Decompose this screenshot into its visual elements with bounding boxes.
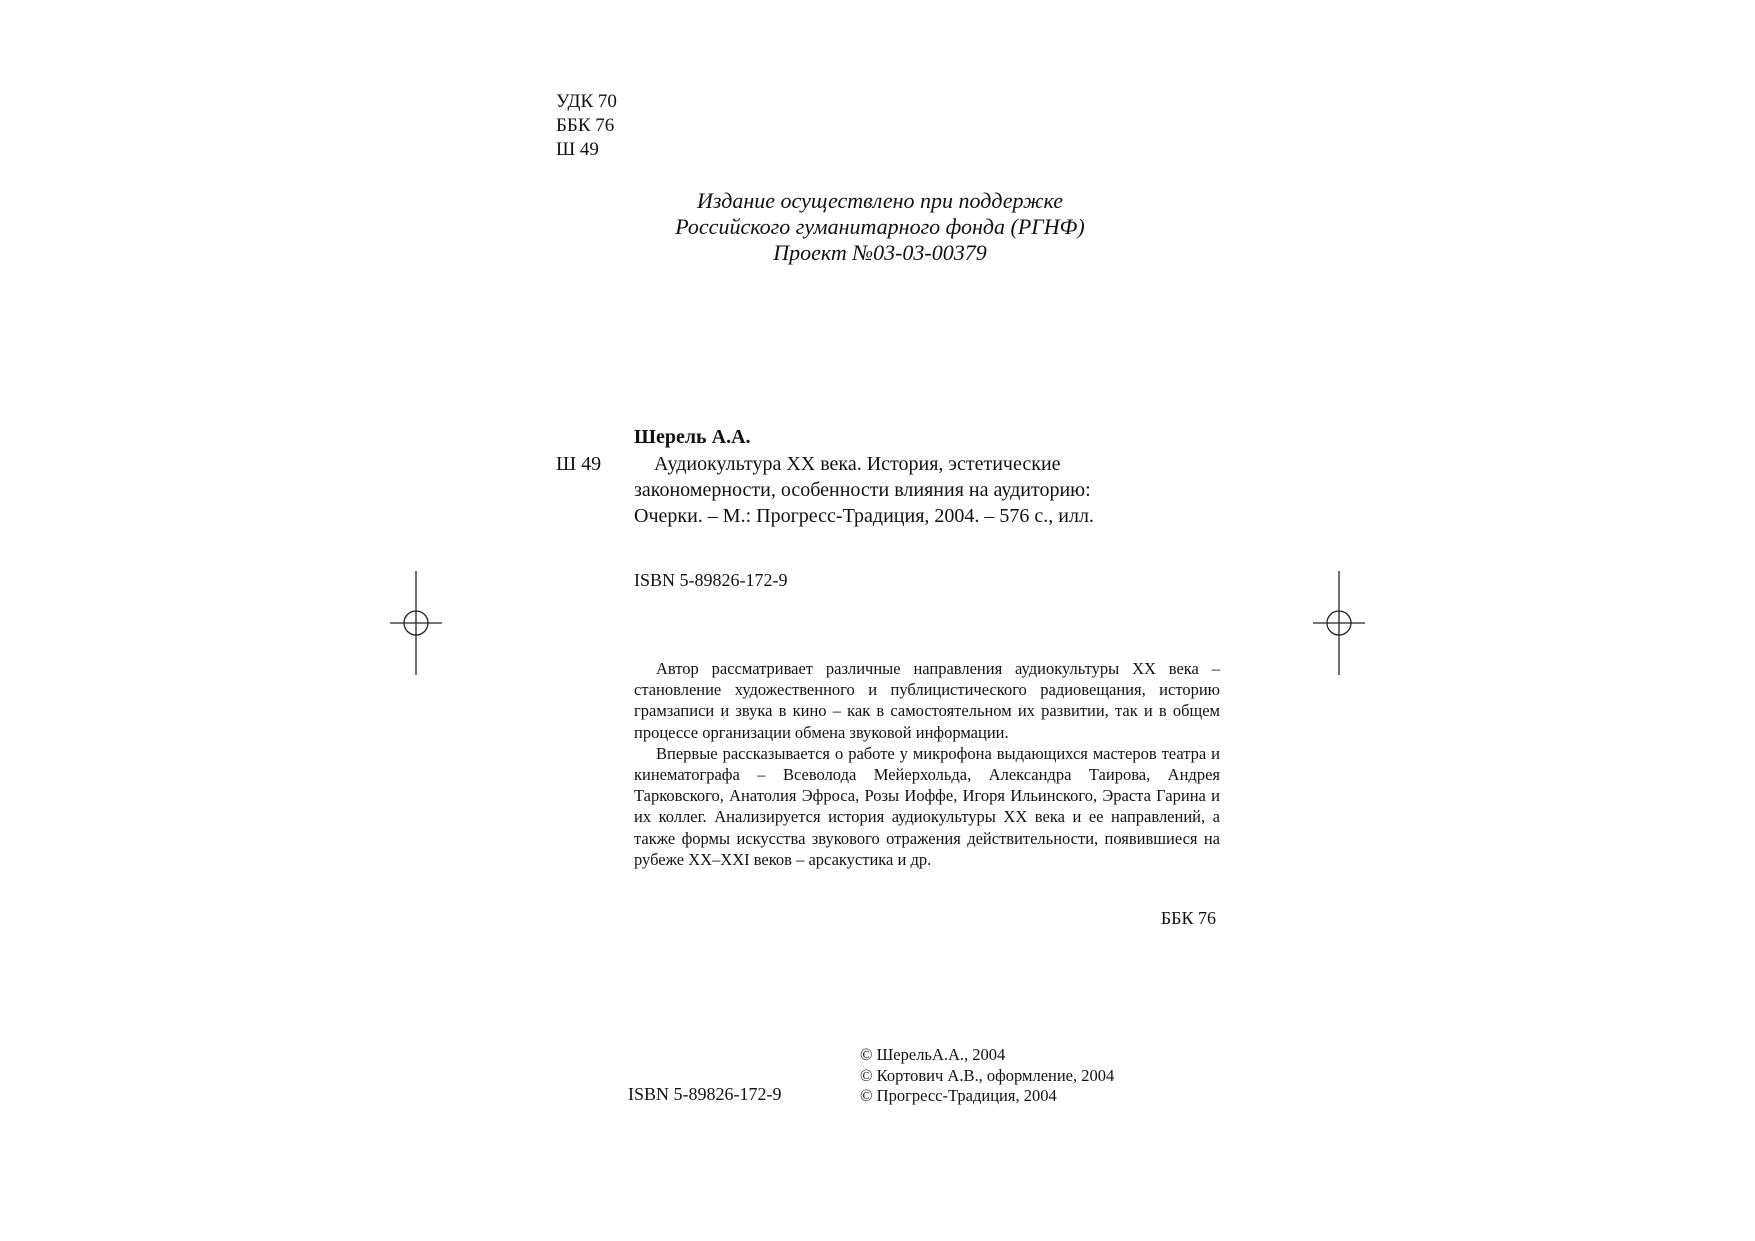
udk-code: УДК 70 [556,91,617,112]
registration-mark-left [390,571,442,675]
citation-author-mark: Ш 49 [556,453,602,475]
classification-codes [556,90,617,162]
bbk-code: ББК 76 [556,115,615,136]
support-line-3: Проект №03-03-00379 [773,240,987,265]
citation-line-3: Очерки. – М.: Прогресс-Традиция, 2004. – 576 с., илл. [634,505,1094,527]
copyright-line-3: © Прогресс-Традиция, 2004 [860,1086,1057,1106]
citation-line-2: закономерности, особенности влияния на аудиторию: [634,479,1091,501]
author-mark: Ш 49 [556,139,599,160]
citation-description [634,451,1194,529]
citation-author: Шерель А.А. [634,426,751,448]
copyright-line-2: © Кортович А.В., оформление, 2004 [860,1065,1115,1085]
isbn-citation: ISBN 5-89826-172-9 [634,570,788,590]
registration-mark-right [1313,571,1365,675]
abstract-paragraph-2: Впервые рассказывается о работе у микрофона выдающихся мастеров театра и кинематографа – Всеволода Мейерхольда, Александра Таирова, Андрея Тарковского, Анатолия Эфроса, Розы Иоффе, Игоря Ильинского, Эраста Гарина и их коллег. Анализируется история аудиокультуры XX века и ее направлений, а также формы искусства звукового отражения действительности, появившиеся на рубеже XX–XXI веков – арсакустика и др. [634,743,1220,869]
citation-line-1: Аудиокультура XX века. История, эстетические [654,453,1061,475]
abstract [634,658,1220,870]
support-line-2: Российского гуманитарного фонда (РГНФ) [675,214,1085,239]
isbn-footer: ISBN 5-89826-172-9 [628,1084,782,1104]
bbk-code-bottom: ББК 76 [1160,908,1216,928]
support-notice [540,188,1220,266]
copyright-block [860,1045,1114,1107]
abstract-paragraph-1: Автор рассматривает различные направления аудиокультуры XX века – становление художественного и публицистического радиовещания, историю грамзаписи и звука в кино – как в самостоятельном их развитии, так и в общем процессе организации обмена звуковой информации. [634,659,1220,742]
support-line-1: Издание осуществлено при поддержке [697,188,1063,213]
copyright-line-1: © ШерельА.А., 2004 [860,1045,1006,1064]
